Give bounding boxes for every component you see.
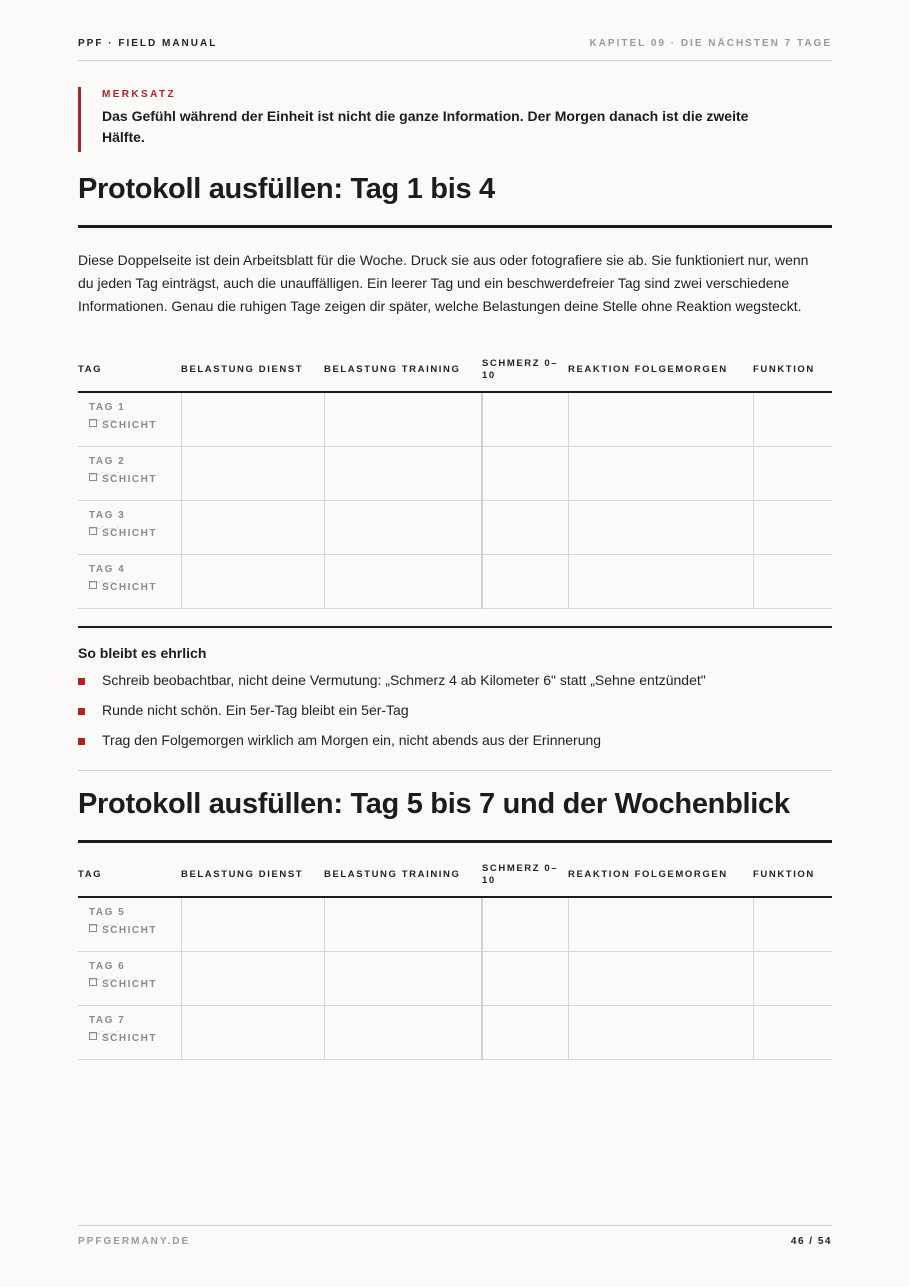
page-number: 46 / 54	[790, 1236, 832, 1247]
date-placeholder: __.__.	[89, 1024, 121, 1034]
day-label: TAG 5	[89, 907, 126, 918]
day-cell	[78, 555, 181, 609]
checkbox-icon[interactable]	[89, 978, 97, 986]
dienst-cell[interactable]	[181, 1006, 324, 1060]
training-cell[interactable]	[324, 555, 482, 609]
day-label: TAG 2	[89, 456, 126, 467]
shift-checkbox[interactable]	[89, 1032, 181, 1045]
table-row	[78, 392, 832, 447]
log-table-2	[78, 854, 832, 1060]
checkbox-icon[interactable]	[89, 924, 97, 932]
funktion-cell[interactable]	[753, 501, 832, 555]
schmerz-cell[interactable]	[482, 555, 568, 609]
training-cell[interactable]	[324, 501, 482, 555]
col-header-reaktion: REAKTION FOLGEMORGEN	[568, 349, 753, 392]
checkbox-icon[interactable]	[89, 419, 97, 427]
schmerz-cell[interactable]	[482, 1006, 568, 1060]
table-header-row	[78, 349, 832, 392]
col-header-training: BELASTUNG TRAINING	[324, 349, 482, 392]
date-placeholder: __.__.	[89, 970, 121, 980]
dienst-cell[interactable]	[181, 897, 324, 952]
table-row	[78, 501, 832, 555]
shift-label: SCHICHT	[102, 474, 157, 485]
dienst-cell[interactable]	[181, 555, 324, 609]
dienst-cell[interactable]	[181, 501, 324, 555]
intro-paragraph: Diese Doppelseite ist dein Arbeitsblatt für die Woche. Druck sie aus oder fotografiere sie ab. Sie funktioniert nur, wenn du jeden Tag einträgst, auch die unauffälligen. Ein leerer Tag und ein beschwerdefreier Tag sind zwei verschiedene Informationen. Genau die ruhigen Tage zeigen dir später, welche Belastungen deine Stelle ohne Reaktion wegsteckt.	[78, 252, 809, 314]
running-header	[78, 38, 832, 61]
rule-text: Trag den Folgemorgen wirklich am Morgen ein, nicht abends aus der Erinnerung	[102, 732, 602, 748]
col-header-funktion: FUNKTION	[753, 349, 832, 392]
col-header-dienst: BELASTUNG DIENST	[181, 349, 324, 392]
reaktion-cell[interactable]	[568, 952, 753, 1006]
schmerz-cell[interactable]	[482, 501, 568, 555]
merksatz-callout	[78, 87, 782, 152]
table-header-row	[78, 854, 832, 897]
table-row	[78, 555, 832, 609]
dienst-cell[interactable]	[181, 447, 324, 501]
page	[78, 0, 832, 1287]
training-cell[interactable]	[324, 392, 482, 447]
shift-label: SCHICHT	[102, 979, 157, 990]
funktion-cell[interactable]	[753, 392, 832, 447]
list-item	[78, 670, 832, 700]
date-placeholder: __.__.	[89, 916, 121, 926]
shift-checkbox[interactable]	[89, 419, 181, 432]
rule-text: Runde nicht schön. Ein 5er-Tag bleibt ein 5er-Tag	[102, 702, 409, 718]
col-header-schmerz: SCHMERZ 0–10	[482, 854, 568, 897]
training-cell[interactable]	[324, 1006, 482, 1060]
rules-title: So bleibt es ehrlich	[78, 645, 207, 661]
bullet-square-icon	[78, 678, 85, 685]
footer-site: PPFGERMANY.DE	[78, 1236, 191, 1247]
col-header-tag: TAG	[78, 349, 181, 392]
callout-text: Das Gefühl während der Einheit ist nicht die ganze Information. Der Morgen danach ist die zweite Hälfte.	[102, 108, 749, 145]
funktion-cell[interactable]	[753, 897, 832, 952]
header-right: KAPITEL 09 · DIE NÄCHSTEN 7 TAGE	[589, 38, 832, 49]
rules-list	[78, 670, 832, 760]
dienst-cell[interactable]	[181, 952, 324, 1006]
header-left: PPF · FIELD MANUAL	[78, 38, 218, 49]
shift-label: SCHICHT	[102, 528, 157, 539]
col-header-funktion: FUNKTION	[753, 854, 832, 897]
dienst-cell[interactable]	[181, 392, 324, 447]
day-cell	[78, 501, 181, 555]
day-label: TAG 3	[89, 510, 126, 521]
col-header-dienst: BELASTUNG DIENST	[181, 854, 324, 897]
funktion-cell[interactable]	[753, 447, 832, 501]
day-cell	[78, 447, 181, 501]
day-label: TAG 7	[89, 1015, 126, 1026]
table-row	[78, 447, 832, 501]
table-row	[78, 1006, 832, 1060]
reaktion-cell[interactable]	[568, 447, 753, 501]
funktion-cell[interactable]	[753, 1006, 832, 1060]
date-placeholder: __.__.	[89, 573, 121, 583]
day-cell	[78, 897, 181, 952]
log-table-1	[78, 349, 832, 609]
training-cell[interactable]	[324, 447, 482, 501]
reaktion-cell[interactable]	[568, 392, 753, 447]
training-cell[interactable]	[324, 897, 482, 952]
date-placeholder: __.__.	[89, 411, 121, 421]
schmerz-cell[interactable]	[482, 447, 568, 501]
checkbox-icon[interactable]	[89, 1032, 97, 1040]
day-cell	[78, 1006, 181, 1060]
reaktion-cell[interactable]	[568, 897, 753, 952]
shift-checkbox[interactable]	[89, 527, 181, 540]
col-header-training: BELASTUNG TRAINING	[324, 854, 482, 897]
date-placeholder: __.__.	[89, 465, 121, 475]
reaktion-cell[interactable]	[568, 1006, 753, 1060]
section-rule-2	[78, 840, 832, 843]
shift-checkbox[interactable]	[89, 978, 181, 991]
col-header-schmerz: SCHMERZ 0–10	[482, 349, 568, 392]
section-title-2: Protokoll ausfüllen: Tag 5 bis 7 und der Wochenblick	[78, 788, 790, 820]
reaktion-cell[interactable]	[568, 555, 753, 609]
training-cell[interactable]	[324, 952, 482, 1006]
table-row	[78, 897, 832, 952]
table-row	[78, 952, 832, 1006]
list-item	[78, 700, 832, 730]
day-label: TAG 1	[89, 402, 126, 413]
shift-label: SCHICHT	[102, 1033, 157, 1044]
reaktion-cell[interactable]	[568, 501, 753, 555]
col-header-reaktion: REAKTION FOLGEMORGEN	[568, 854, 753, 897]
schmerz-cell[interactable]	[482, 392, 568, 447]
funktion-cell[interactable]	[753, 952, 832, 1006]
list-item	[78, 730, 832, 760]
rules-box	[78, 626, 832, 760]
shift-checkbox[interactable]	[89, 581, 181, 594]
shift-label: SCHICHT	[102, 925, 157, 936]
schmerz-cell[interactable]	[482, 952, 568, 1006]
shift-checkbox[interactable]	[89, 924, 181, 937]
callout-label: MERKSATZ	[102, 89, 177, 100]
shift-checkbox[interactable]	[89, 473, 181, 486]
checkbox-icon[interactable]	[89, 527, 97, 535]
shift-label: SCHICHT	[102, 582, 157, 593]
bullet-square-icon	[78, 738, 85, 745]
page-footer	[78, 1225, 832, 1247]
day-cell	[78, 952, 181, 1006]
day-label: TAG 6	[89, 961, 126, 972]
rule-text: Schreib beobachtbar, nicht deine Vermutung: „Schmerz 4 ab Kilometer 6" statt „Sehne entzündet"	[102, 672, 706, 688]
funktion-cell[interactable]	[753, 555, 832, 609]
checkbox-icon[interactable]	[89, 581, 97, 589]
shift-label: SCHICHT	[102, 420, 157, 431]
section-title-1: Protokoll ausfüllen: Tag 1 bis 4	[78, 173, 495, 205]
col-header-tag: TAG	[78, 854, 181, 897]
day-label: TAG 4	[89, 564, 126, 575]
date-placeholder: __.__.	[89, 519, 121, 529]
divider	[78, 770, 832, 771]
checkbox-icon[interactable]	[89, 473, 97, 481]
bullet-square-icon	[78, 708, 85, 715]
schmerz-cell[interactable]	[482, 897, 568, 952]
section-rule-1	[78, 225, 832, 228]
day-cell	[78, 392, 181, 447]
